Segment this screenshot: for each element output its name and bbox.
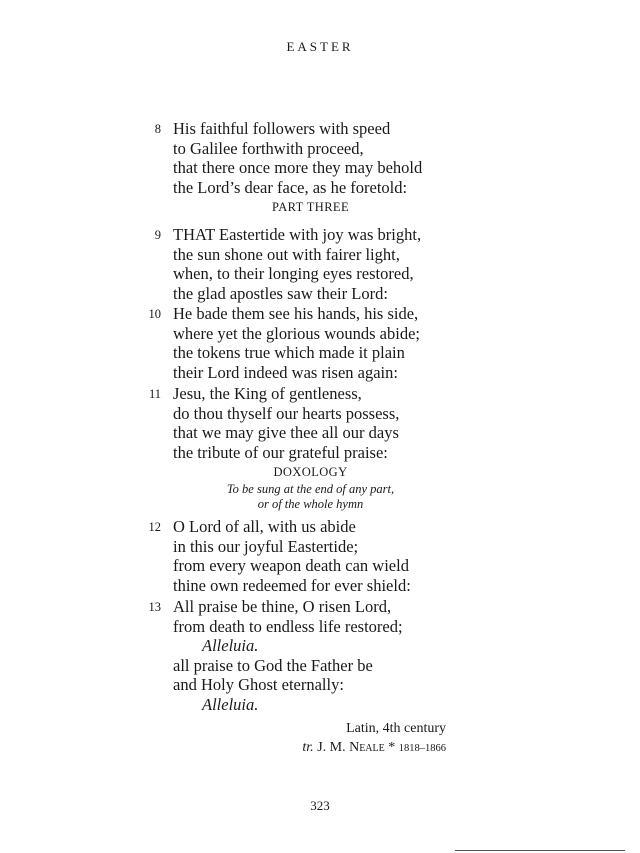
verse-line: that we may give thee all our days	[173, 423, 399, 442]
verse-line: His faithful followers with speed	[173, 119, 391, 138]
stanza-number: 9	[154, 228, 161, 242]
verse-line: the sun shone out with fairer light,	[173, 244, 400, 264]
verse-line: the tribute of our grateful praise:	[173, 442, 388, 462]
page-header: EASTER	[286, 39, 354, 54]
verse-line: that there once more they may behold	[173, 158, 423, 177]
verse-line: THAT Eastertide with joy was bright,	[173, 225, 422, 244]
verse-line: where yet the glorious wounds abide;	[173, 323, 420, 343]
stanza-number: 8	[154, 122, 161, 136]
verse-line: the Lord’s dear face, as he foretold:	[173, 177, 408, 197]
verse-line: from death to endless life restored;	[173, 616, 403, 636]
attribution-translator	[302, 740, 446, 756]
stanza-number: 13	[148, 600, 161, 614]
verse-line: and Holy Ghost eternally:	[173, 675, 344, 694]
verse-line: O Lord of all, with us abide	[173, 517, 356, 536]
translator-dates: 1818–1866	[398, 743, 446, 754]
alleluia-refrain: Alleluia.	[202, 636, 259, 655]
verse-line: the glad apostles saw their Lord:	[173, 283, 388, 303]
attribution-source: Latin, 4th century	[346, 721, 446, 736]
verse-line: All praise be thine, O risen Lord,	[173, 597, 392, 616]
verse-line: in this our joyful Eastertide;	[173, 536, 359, 556]
page-number: 323	[310, 798, 330, 813]
stanza-number: 12	[148, 520, 161, 534]
doxology-rubric	[173, 482, 448, 512]
verse-line: He bade them see his hands, his side,	[173, 304, 419, 323]
verse-line: Jesu, the King of gentleness,	[173, 384, 362, 403]
alleluia-refrain: Alleluia.	[202, 694, 259, 714]
footer-rule	[455, 850, 625, 851]
translator-name: J. M. Neale	[317, 740, 385, 755]
asterisk-mark: *	[388, 740, 396, 755]
verse-line: from every weapon death can wield	[173, 556, 409, 575]
verse-line: the tokens true which made it plain	[173, 343, 405, 362]
section-heading-doxology: DOXOLOGY	[273, 465, 348, 479]
rubric-line: or of the whole hymn	[257, 497, 364, 511]
verse-line: to Galilee forthwith proceed,	[173, 138, 364, 158]
verse-line: when, to their longing eyes restored,	[173, 264, 414, 283]
verse-line: thine own redeemed for ever shield:	[173, 575, 411, 595]
rubric-line: To be sung at the end of any part,	[226, 482, 395, 496]
stanza-number: 10	[148, 307, 161, 321]
translator-prefix: tr.	[302, 740, 314, 755]
stanza-number: 11	[148, 387, 161, 401]
verse-line: all praise to God the Father be	[173, 655, 373, 675]
section-heading-part-three: PART THREE	[272, 200, 349, 214]
verse-line: their Lord indeed was risen again:	[173, 362, 398, 382]
verse-line: do thou thyself our hearts possess,	[173, 403, 400, 423]
